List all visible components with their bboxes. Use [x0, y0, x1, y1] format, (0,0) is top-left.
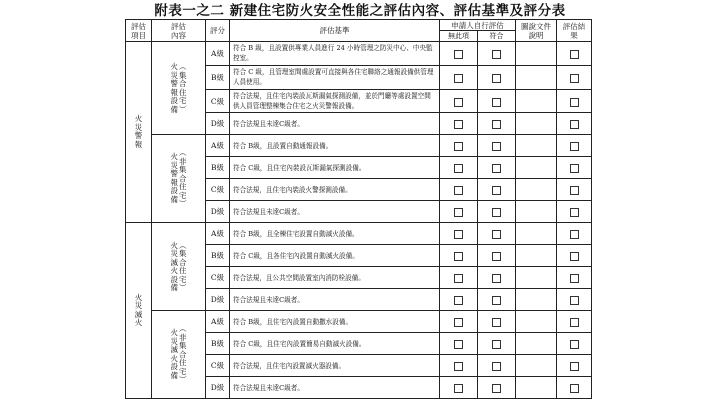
conform-checkbox[interactable]: [492, 340, 501, 349]
result-checkbox[interactable]: [570, 164, 579, 173]
result-checkbox[interactable]: [570, 252, 579, 261]
criteria-cell: 符合 B級，且全棟住宅設置自動滅火設備。: [230, 223, 440, 245]
vertical-char: 火: [170, 353, 178, 363]
checkbox-cell: [440, 245, 478, 267]
checkbox-cell: [478, 333, 516, 355]
na-checkbox[interactable]: [454, 384, 463, 393]
checkbox-cell: [440, 157, 478, 179]
docs-cell[interactable]: [516, 333, 557, 355]
checkbox-cell: [440, 42, 478, 66]
vertical-text: [179, 325, 187, 385]
vertical-text: [179, 242, 187, 293]
vertical-char: 設: [170, 274, 178, 284]
result-checkbox[interactable]: [570, 208, 579, 217]
vertical-char: 集: [179, 165, 187, 175]
na-checkbox[interactable]: [454, 340, 463, 349]
vertical-char: 火: [170, 62, 178, 72]
content-cell: [152, 42, 206, 135]
table-body: [126, 42, 592, 399]
checkbox-cell: [478, 267, 516, 289]
result-cell: [557, 42, 592, 66]
checkbox-cell: [478, 355, 516, 377]
conform-checkbox[interactable]: [492, 98, 501, 107]
vertical-char: 宅: [179, 96, 187, 106]
grade-cell: D級: [206, 113, 230, 135]
conform-checkbox[interactable]: [492, 120, 501, 129]
conform-checkbox[interactable]: [492, 296, 501, 305]
docs-cell[interactable]: [516, 135, 557, 157]
result-cell: [557, 135, 592, 157]
checkbox-cell: [440, 355, 478, 377]
vertical-char: 宅: [179, 366, 187, 376]
checkbox-cell: [478, 289, 516, 311]
conform-checkbox[interactable]: [492, 274, 501, 283]
docs-cell[interactable]: [516, 223, 557, 245]
vertical-char: 住: [179, 87, 187, 97]
checkbox-cell: [440, 333, 478, 355]
result-cell: [557, 311, 592, 333]
table-row: [126, 223, 592, 245]
result-checkbox[interactable]: [570, 142, 579, 151]
vertical-char: 滅: [170, 257, 178, 267]
vertical-char: 備: [170, 283, 178, 293]
vertical-text: [171, 153, 179, 204]
conform-checkbox[interactable]: [492, 186, 501, 195]
result-checkbox[interactable]: [570, 120, 579, 129]
vertical-char: ︵: [179, 62, 187, 72]
criteria-cell: 符合法規，且住宅內設置滅火器設備。: [230, 355, 440, 377]
conform-checkbox[interactable]: [492, 74, 501, 83]
grade-cell: A級: [206, 135, 230, 157]
result-cell: [557, 223, 592, 245]
result-cell: [557, 355, 592, 377]
table-row: [126, 135, 592, 157]
na-checkbox[interactable]: [454, 98, 463, 107]
checkbox-cell: [478, 42, 516, 66]
result-cell: [557, 201, 592, 223]
checkbox-cell: [478, 179, 516, 201]
result-checkbox[interactable]: [570, 296, 579, 305]
item-char: 火: [134, 114, 143, 124]
result-cell: [557, 289, 592, 311]
result-cell: [557, 267, 592, 289]
item-char: 警: [134, 131, 143, 141]
checkbox-cell: [440, 377, 478, 399]
item-cell: [126, 223, 152, 399]
conform-checkbox[interactable]: [492, 362, 501, 371]
vertical-text: [171, 63, 179, 114]
vertical-text: [179, 149, 187, 209]
header-score: 評分: [206, 20, 230, 42]
conform-checkbox[interactable]: [492, 230, 501, 239]
result-cell: [557, 65, 592, 89]
vertical-char: ︵: [179, 240, 187, 250]
vertical-char: 火: [170, 328, 178, 338]
criteria-cell: 符合 B 級，且設置供專業人員進行 24 小時管理之防災中心、中央監控室。: [230, 42, 440, 66]
result-checkbox[interactable]: [570, 74, 579, 83]
item-char: 滅: [134, 309, 143, 319]
conform-checkbox[interactable]: [492, 50, 501, 59]
content-cell: [152, 311, 206, 399]
vertical-char: 住: [179, 182, 187, 192]
result-cell: [557, 113, 592, 135]
na-checkbox[interactable]: [454, 142, 463, 151]
checkbox-cell: [440, 113, 478, 135]
docs-cell[interactable]: [516, 311, 557, 333]
header-applicant: 申請人自行評估: [440, 20, 516, 31]
vertical-char: 設: [170, 362, 178, 372]
result-checkbox[interactable]: [570, 274, 579, 283]
vertical-text: [179, 63, 187, 114]
grade-cell: A級: [206, 42, 230, 66]
criteria-cell: 符合 B級，且設置自動通報設備。: [230, 135, 440, 157]
na-checkbox[interactable]: [454, 164, 463, 173]
vertical-char: 集: [179, 249, 187, 259]
vertical-char: 住: [179, 358, 187, 368]
criteria-cell: 符合法規，且住宅內裝設火警探測設備。: [230, 179, 440, 201]
vertical-char: 火: [170, 240, 178, 250]
criteria-cell: 符合 C級，且住宅內設置簡易自動滅火設備。: [230, 333, 440, 355]
vertical-char: 災: [170, 70, 178, 80]
na-checkbox[interactable]: [454, 362, 463, 371]
checkbox-cell: [478, 201, 516, 223]
result-checkbox[interactable]: [570, 186, 579, 195]
na-checkbox[interactable]: [454, 318, 463, 327]
vertical-char: ︵: [179, 148, 187, 158]
checkbox-cell: [440, 89, 478, 113]
checkbox-cell: [478, 135, 516, 157]
result-checkbox[interactable]: [570, 318, 579, 327]
vertical-char: 滅: [170, 345, 178, 355]
vertical-char: 合: [179, 79, 187, 89]
na-checkbox[interactable]: [454, 230, 463, 239]
docs-cell[interactable]: [516, 355, 557, 377]
vertical-char: 火: [170, 152, 178, 162]
conform-checkbox[interactable]: [492, 142, 501, 151]
vertical-char: 設: [170, 96, 178, 106]
grade-cell: B級: [206, 65, 230, 89]
grade-cell: A級: [206, 223, 230, 245]
criteria-cell: 符合 B級，且住宅內設置自動撒水設備。: [230, 311, 440, 333]
na-checkbox[interactable]: [454, 74, 463, 83]
conform-checkbox[interactable]: [492, 208, 501, 217]
checkbox-cell: [478, 311, 516, 333]
checkbox-cell: [440, 65, 478, 89]
vertical-char: 報: [170, 87, 178, 97]
docs-cell[interactable]: [516, 179, 557, 201]
checkbox-cell: [478, 65, 516, 89]
docs-cell[interactable]: [516, 201, 557, 223]
checkbox-cell: [478, 245, 516, 267]
header-result: 評估結 果: [557, 20, 592, 42]
vertical-char: ︵: [179, 324, 187, 334]
result-cell: [557, 157, 592, 179]
header-conform: 符合: [478, 31, 516, 42]
item-char: 災: [134, 301, 143, 311]
na-checkbox[interactable]: [454, 120, 463, 129]
result-checkbox[interactable]: [570, 384, 579, 393]
checkbox-cell: [440, 223, 478, 245]
item-char: 火: [134, 292, 143, 302]
na-checkbox[interactable]: [454, 274, 463, 283]
checkbox-cell: [440, 311, 478, 333]
conform-checkbox[interactable]: [492, 164, 501, 173]
checkbox-cell: [440, 267, 478, 289]
vertical-char: 報: [170, 177, 178, 187]
criteria-cell: 符合 C級，且各住宅內設置自動滅火設備。: [230, 245, 440, 267]
na-checkbox[interactable]: [454, 50, 463, 59]
result-cell: [557, 89, 592, 113]
criteria-cell: 符合法規，且住宅內裝設瓦斯漏氣探測設備，並於門廳等處設置空間供人員管理整棟集合住宅之火災警報設備。: [230, 89, 440, 113]
vertical-char: ︶: [179, 199, 187, 209]
item-char: 報: [134, 139, 143, 149]
result-cell: [557, 333, 592, 355]
checkbox-cell: [440, 179, 478, 201]
item-char: 災: [134, 122, 143, 132]
docs-cell[interactable]: [516, 157, 557, 179]
checkbox-cell: [440, 135, 478, 157]
checkbox-cell: [478, 89, 516, 113]
grade-cell: C級: [206, 179, 230, 201]
vertical-text: [171, 242, 179, 293]
conform-checkbox[interactable]: [492, 384, 501, 393]
result-cell: [557, 179, 592, 201]
checkbox-cell: [478, 223, 516, 245]
checkbox-cell: [440, 201, 478, 223]
vertical-char: 合: [179, 173, 187, 183]
vertical-char: ︶: [179, 104, 187, 114]
result-checkbox[interactable]: [570, 50, 579, 59]
criteria-cell: 符合法規且未達C級者。: [230, 289, 440, 311]
vertical-char: 備: [170, 194, 178, 204]
vertical-char: ︶: [179, 375, 187, 385]
vertical-char: 住: [179, 266, 187, 276]
vertical-char: 備: [170, 370, 178, 380]
vertical-text: [171, 329, 179, 380]
content-cell: [152, 135, 206, 223]
na-checkbox[interactable]: [454, 186, 463, 195]
evaluation-table: [125, 19, 592, 399]
header-na: 無此項: [440, 31, 478, 42]
vertical-char: ︶: [179, 283, 187, 293]
criteria-cell: 符合法規且未達C級者。: [230, 113, 440, 135]
vertical-char: 警: [170, 79, 178, 89]
header-criteria: 評估基準: [230, 20, 440, 42]
header-item: 評估 項目: [126, 20, 152, 42]
criteria-cell: 符合 C級，且住宅內裝設瓦斯漏氣探測設備。: [230, 157, 440, 179]
item-cell: [126, 42, 152, 223]
page-title: 附表一之二 新建住宅防火安全性能之評估內容、評估基準及評分表: [154, 3, 566, 19]
docs-cell[interactable]: [516, 113, 557, 135]
grade-cell: D級: [206, 201, 230, 223]
vertical-char: 災: [170, 249, 178, 259]
grade-cell: C級: [206, 355, 230, 377]
conform-checkbox[interactable]: [492, 252, 501, 261]
docs-cell[interactable]: [516, 267, 557, 289]
vertical-char: 災: [170, 160, 178, 170]
table-row: [126, 42, 592, 66]
grade-cell: A級: [206, 311, 230, 333]
docs-cell[interactable]: [516, 245, 557, 267]
vertical-char: 宅: [179, 274, 187, 284]
vertical-char: 非: [179, 156, 187, 166]
docs-cell[interactable]: [516, 65, 557, 89]
grade-cell: C級: [206, 267, 230, 289]
vertical-char: 警: [170, 169, 178, 179]
docs-cell[interactable]: [516, 89, 557, 113]
content-cell: [152, 223, 206, 311]
vertical-char: 設: [170, 186, 178, 196]
vertical-char: 合: [179, 349, 187, 359]
criteria-cell: 符合法規且未達C級者。: [230, 201, 440, 223]
grade-cell: B級: [206, 157, 230, 179]
item-char: 火: [134, 318, 143, 328]
criteria-cell: 符合 C 級，且管理室間處設置可直接與各住宅聯絡之通報設備供管理人員使用。: [230, 65, 440, 89]
na-checkbox[interactable]: [454, 252, 463, 261]
checkbox-cell: [440, 289, 478, 311]
checkbox-cell: [478, 157, 516, 179]
checkbox-cell: [478, 113, 516, 135]
header-content: 評估 內容: [152, 20, 206, 42]
result-checkbox[interactable]: [570, 230, 579, 239]
grade-cell: C級: [206, 89, 230, 113]
checkbox-cell: [478, 377, 516, 399]
result-cell: [557, 377, 592, 399]
vertical-char: 集: [179, 70, 187, 80]
grade-cell: D級: [206, 289, 230, 311]
vertical-char: 災: [170, 336, 178, 346]
result-checkbox[interactable]: [570, 340, 579, 349]
na-checkbox[interactable]: [454, 296, 463, 305]
criteria-cell: 符合法規，且公共空間設置室內消防栓設備。: [230, 267, 440, 289]
vertical-char: 集: [179, 341, 187, 351]
docs-cell[interactable]: [516, 289, 557, 311]
grade-cell: B級: [206, 245, 230, 267]
vertical-char: 火: [170, 266, 178, 276]
na-checkbox[interactable]: [454, 208, 463, 217]
docs-cell[interactable]: [516, 377, 557, 399]
grade-cell: D級: [206, 377, 230, 399]
vertical-char: 宅: [179, 190, 187, 200]
result-cell: [557, 245, 592, 267]
vertical-char: 備: [170, 104, 178, 114]
vertical-char: 非: [179, 332, 187, 342]
vertical-char: 合: [179, 257, 187, 267]
result-checkbox[interactable]: [570, 98, 579, 107]
grade-cell: B級: [206, 333, 230, 355]
result-checkbox[interactable]: [570, 362, 579, 371]
conform-checkbox[interactable]: [492, 318, 501, 327]
docs-cell[interactable]: [516, 42, 557, 66]
table-row: [126, 311, 592, 333]
criteria-cell: 符合法規且未達C級者。: [230, 377, 440, 399]
header-docs: 圖說文件 說明: [516, 20, 557, 42]
